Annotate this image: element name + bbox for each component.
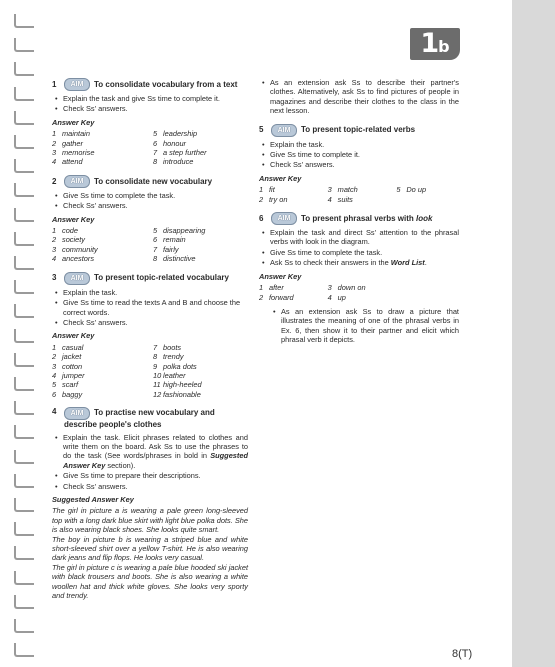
answer-text: try on (269, 194, 288, 204)
answer-item (52, 139, 147, 148)
extension-list (259, 78, 459, 116)
answer-number: 12 (153, 389, 162, 399)
answer-item (153, 129, 248, 138)
answer-item (52, 148, 147, 157)
instruction-item: • Explain the task and give Ss time to complete it. (63, 94, 248, 103)
answer-text: leadership (163, 129, 198, 139)
binding-ring-icon (14, 498, 34, 512)
answer-text: boots (163, 342, 182, 352)
answer-number: 3 (52, 148, 57, 158)
answer-text: jacket (62, 352, 82, 362)
answer-number: 1 (52, 129, 57, 139)
answer-text: introduce (163, 157, 194, 167)
section-title: To practise new vocabulary and describe people's clothes (64, 408, 215, 430)
binding-ring-icon (14, 256, 34, 270)
binding-ring-icon (14, 571, 34, 585)
answer-number: 2 (52, 352, 57, 362)
instruction-bold: Word List (390, 258, 425, 268)
binding-ring-icon (14, 62, 34, 76)
answer-item (153, 254, 248, 263)
binding-ring-icon (14, 135, 34, 149)
answer-number: 2 (259, 194, 264, 204)
binding-ring-icon (14, 450, 34, 464)
suggested-answer-para: The girl in picture a is wearing a pale green long-sleeved top with a long dark blue skirt with light blue polka dots. She is also wearing black shoes. She looks quite smart. (52, 506, 248, 535)
unit-number: 1 (420, 28, 439, 59)
binding-ring-icon (14, 14, 34, 28)
unit-badge (410, 28, 460, 60)
answer-text: baggy (62, 389, 83, 399)
binding-ring-icon (14, 619, 34, 633)
instruction-item: • Check Ss' answers. (63, 482, 248, 491)
binding-ring-icon (14, 425, 34, 439)
section-header (52, 175, 248, 188)
answer-text: jumper (62, 370, 85, 380)
instruction-text: section). (107, 460, 136, 470)
answer-number: 10 (153, 370, 162, 380)
answer-text: forward (269, 292, 294, 302)
answer-number: 8 (153, 157, 158, 167)
answer-text: fairly (163, 244, 179, 254)
suggested-answer-key-heading: Suggested Answer Key (52, 495, 134, 504)
answer-number: 4 (52, 254, 57, 264)
answer-key-heading: Answer Key (259, 173, 302, 183)
answer-item (52, 245, 147, 254)
answer-text: honour (163, 138, 187, 148)
answer-number: 7 (153, 148, 158, 158)
answer-key-heading: Answer Key (52, 214, 95, 224)
answer-spacer (396, 283, 459, 292)
answer-item (52, 380, 147, 389)
instruction-item: • Check Ss' answers. (63, 201, 248, 210)
answer-item (52, 235, 147, 244)
section-number: 4 (52, 407, 57, 417)
left-column (52, 78, 248, 608)
section-header (259, 124, 459, 137)
answer-number: 4 (52, 370, 57, 380)
instructions-list (52, 433, 248, 491)
binding-ring-icon (14, 87, 34, 101)
answer-text: high-heeled (163, 380, 202, 390)
answer-number: 5 (153, 129, 158, 139)
extension-item: • As an extension ask Ss to draw a picture that illustrates the meaning of one of the phrasal verbs in Ex. 6, then show it to their partner and elicit which phrasal verb it depicts. (281, 307, 459, 345)
binding-ring-icon (14, 643, 34, 657)
right-column (259, 78, 459, 353)
answer-text: attend (62, 157, 83, 167)
answer-number: 5 (153, 226, 158, 236)
answer-grid (259, 283, 459, 302)
instruction-item: • Give Ss time to complete the task. (270, 248, 459, 257)
answer-text: disappearing (163, 226, 206, 236)
answer-text: distinctive (163, 254, 196, 264)
answer-item (328, 293, 391, 302)
instructions-list (52, 191, 248, 211)
section-number: 6 (259, 213, 264, 223)
answer-item (153, 226, 248, 235)
answer-item (153, 245, 248, 254)
answer-number: 8 (153, 254, 158, 264)
binding-ring-icon (14, 183, 34, 197)
answer-number: 7 (153, 244, 158, 254)
instruction-item: • Check Ss' answers. (63, 318, 248, 327)
answer-key-heading: Answer Key (52, 331, 95, 341)
answer-key-heading: Answer Key (259, 271, 302, 281)
suggested-answer-para: The girl in picture c is wearing a pale blue hooded ski jacket with black trousers and boots. She is also wearing a white woollen hat and thick white gloves. She looks very sporty and trendy. (52, 562, 248, 601)
instruction-item (63, 433, 248, 471)
answer-text: cotton (62, 361, 83, 371)
instructions-list (259, 228, 459, 268)
answer-item (259, 293, 322, 302)
section-header (259, 212, 459, 225)
answer-text: up (337, 292, 346, 302)
section-header (52, 272, 248, 285)
answer-grid (259, 185, 459, 204)
instruction-item: • Give Ss time to read the texts A and B and choose the correct words. (63, 298, 248, 317)
page-number: 8(T) (452, 648, 473, 660)
instruction-item (270, 258, 459, 267)
extension-list (259, 307, 459, 345)
section-header (52, 78, 248, 91)
answer-text: after (269, 283, 284, 293)
binding-ring-icon (14, 208, 34, 222)
section-number: 5 (259, 125, 264, 135)
answer-grid (52, 343, 248, 399)
answer-text: community (62, 244, 98, 254)
instruction-text: . (424, 258, 427, 268)
answer-item (153, 371, 248, 380)
answer-item (52, 371, 147, 380)
binding-ring-icon (14, 232, 34, 246)
suggested-answer-para: The boy in picture b is wearing a striped blue and white short-sleeved shirt over a yellow T-shirt. He is also wearing dark jeans and flip flops. He looks very casual. (52, 534, 248, 563)
section-header (52, 407, 248, 429)
answer-number: 2 (52, 235, 57, 245)
section-title-wrap (64, 407, 248, 429)
section-2 (52, 175, 248, 264)
answer-number: 4 (327, 292, 332, 302)
answer-item (259, 195, 322, 204)
answer-item (153, 139, 248, 148)
aim-icon: AIM (64, 78, 90, 91)
answer-item (52, 129, 147, 138)
section-number: 3 (52, 273, 57, 283)
aim-icon: AIM (64, 407, 90, 420)
answer-item (52, 390, 147, 399)
answer-number: 2 (52, 138, 57, 148)
instruction-item: • Give Ss time to prepare their descriptions. (63, 471, 248, 480)
answer-text: society (62, 235, 86, 245)
answer-text: maintain (62, 129, 90, 139)
instruction-item: • Explain the task. (270, 140, 459, 149)
binding-ring-icon (14, 159, 34, 173)
binding-ring-icon (14, 38, 34, 52)
section-3 (52, 272, 248, 399)
section-title (301, 214, 432, 223)
answer-item (259, 283, 322, 292)
binding-ring-icon (14, 401, 34, 415)
answer-text: fashionable (163, 389, 201, 399)
section-1 (52, 78, 248, 167)
answer-text: polka dots (163, 361, 197, 371)
answer-text: down on (337, 283, 366, 293)
answer-text: fit (269, 185, 275, 195)
instruction-item: • Explain the task and direct Ss' attention to the phrasal verbs with look in the diagram. (270, 228, 459, 247)
aim-icon: AIM (271, 212, 297, 225)
instruction-item: • Give Ss time to complete it. (270, 150, 459, 159)
answer-item (328, 195, 391, 204)
answer-text: match (337, 185, 358, 195)
section-4 (52, 407, 248, 600)
answer-number: 3 (52, 361, 57, 371)
section-number: 1 (52, 79, 57, 89)
answer-text: remain (163, 235, 186, 245)
aim-icon: AIM (64, 272, 90, 285)
binding-ring-icon (14, 377, 34, 391)
binding-ring-icon (14, 111, 34, 125)
answer-item (153, 390, 248, 399)
answer-text: casual (62, 342, 84, 352)
answer-text: trendy (163, 352, 184, 362)
answer-item (328, 283, 391, 292)
instruction-item: • Check Ss' answers. (63, 104, 248, 113)
instruction-item: • Give Ss time to complete the task. (63, 191, 248, 200)
answer-item (52, 343, 147, 352)
instructions-list (52, 288, 248, 328)
extension-item: • As an extension ask Ss to describe their partner's clothes. Alternatively, ask Ss to find pictures of people in magazines and describe their clothes to the class in the next lesson. (270, 78, 459, 116)
answer-text: a step further (163, 148, 207, 158)
answer-number: 4 (327, 194, 332, 204)
answer-number: 2 (259, 292, 264, 302)
answer-item (396, 185, 459, 194)
section-title: To present topic-related verbs (301, 125, 416, 135)
answer-number: 1 (259, 185, 264, 195)
answer-number: 3 (327, 283, 332, 293)
answer-number: 1 (52, 342, 57, 352)
instruction-text: Ask Ss to check their answers in the (270, 258, 389, 268)
instructions-list (259, 140, 459, 170)
answer-text: suits (337, 194, 353, 204)
answer-number: 6 (52, 389, 57, 399)
answer-number: 3 (52, 244, 57, 254)
aim-icon: AIM (271, 124, 297, 137)
binding-ring-icon (14, 304, 34, 318)
answer-item (52, 352, 147, 361)
answer-text: scarf (62, 380, 79, 390)
section-5 (259, 124, 459, 204)
answer-key-heading: Answer Key (52, 117, 95, 127)
binding-ring-icon (14, 474, 34, 488)
section-title: To consolidate vocabulary from a text (94, 79, 238, 89)
answer-item (52, 157, 147, 166)
answer-text: code (62, 226, 79, 236)
answer-item (153, 362, 248, 371)
answer-item (328, 185, 391, 194)
instruction-item: • Check Ss' answers. (270, 160, 459, 169)
answer-text: gather (62, 138, 83, 148)
answer-text: Do up (406, 185, 427, 195)
answer-text: ancestors (62, 254, 95, 264)
unit-letter: b (438, 37, 450, 56)
answer-number: 3 (327, 185, 332, 195)
answer-number: 5 (52, 380, 57, 390)
answer-number: 4 (52, 157, 57, 167)
binding-ring-icon (14, 522, 34, 536)
binding-ring-icon (14, 546, 34, 560)
answer-grid (52, 129, 248, 167)
section-6 (259, 212, 459, 344)
answer-item (153, 148, 248, 157)
binding-ring-icon (14, 329, 34, 343)
answer-number: 8 (153, 352, 158, 362)
aim-icon: AIM (64, 175, 90, 188)
answer-item (153, 380, 248, 389)
binding-ring-icon (14, 595, 34, 609)
answer-text: leather (163, 370, 186, 380)
answer-item (153, 352, 248, 361)
answer-number: 1 (52, 226, 57, 236)
answer-number: 11 (153, 380, 161, 390)
binding-ring-icon (14, 280, 34, 294)
answer-number: 6 (153, 235, 158, 245)
spiral-binding (14, 14, 36, 664)
answer-text: memorise (62, 148, 95, 158)
answer-number: 9 (153, 361, 158, 371)
instruction-text: Explain the task. Elicit phrases related to clothes and write them on the board. Ask Ss to use the phrases to do the task (See words/phrases in bold in (63, 432, 248, 461)
section-title-text: To present phrasal verbs with (301, 213, 414, 223)
answer-number: 1 (259, 283, 264, 293)
answer-grid (52, 226, 248, 264)
binding-ring-icon (14, 353, 34, 367)
instructions-list (52, 94, 248, 114)
answer-item (153, 157, 248, 166)
section-title: To present topic-related vocabulary (94, 273, 229, 283)
answer-item (153, 343, 248, 352)
answer-item (52, 362, 147, 371)
answer-number: 6 (153, 138, 158, 148)
answer-item (52, 254, 147, 263)
instruction-bold: Suggested Answer Key (63, 451, 248, 470)
answer-item (153, 235, 248, 244)
answer-number: 7 (153, 342, 158, 352)
answer-number: 5 (396, 185, 401, 195)
answer-item (259, 185, 322, 194)
section-title-emphasis: look (416, 213, 433, 223)
section-number: 2 (52, 176, 57, 186)
answer-item (52, 226, 147, 235)
instruction-item: • Explain the task. (63, 288, 248, 297)
section-title: To consolidate new vocabulary (94, 176, 213, 186)
